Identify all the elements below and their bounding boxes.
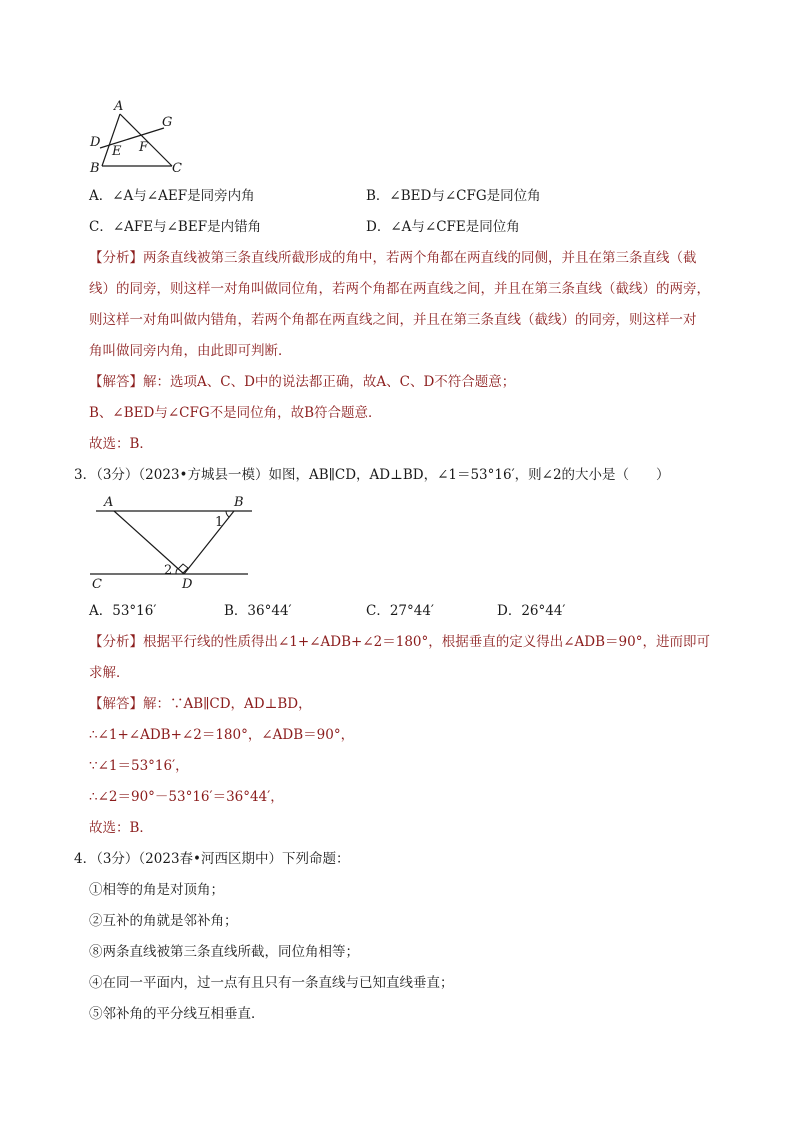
angle-1-arc xyxy=(226,511,229,517)
q4-item: ⑧两条直线被第三条直线所截，同位角相等； xyxy=(89,944,359,960)
q2-analysis-line: 【分析】两条直线被第三条直线所截形成的角中，若两个角都在两直线的同侧，并且在第三条直线（截 xyxy=(89,250,697,266)
q3-option-a: A．53°16′ xyxy=(89,603,157,619)
q3-answer-line: 【解答】解：∵AB∥CD，AD⊥BD， xyxy=(89,696,312,712)
label-d: D xyxy=(90,135,101,150)
label-a: A xyxy=(114,99,124,114)
parallel-lines-figure xyxy=(86,492,258,592)
label-b: B xyxy=(90,161,100,176)
q3-answer-line: ∵∠1＝53°16′， xyxy=(89,758,189,774)
q4-item: ⑤邻补角的平分线互相垂直． xyxy=(89,1006,265,1022)
q2-answer-line: B、∠BED与∠CFG不是同位角，故B符合题意． xyxy=(89,405,382,421)
label-c: C xyxy=(172,161,182,176)
q3-analysis-line: 【分析】根据平行线的性质得出∠1+∠ADB+∠2＝180°，根据垂直的定义得出∠ADB＝90°，进而即可 xyxy=(89,634,710,650)
q3-option-c: C．27°44′ xyxy=(366,603,435,619)
label-f: F xyxy=(139,140,149,155)
q2-option-a: A．∠A与∠AEF是同旁内角 xyxy=(89,188,255,204)
q3-answer-line: 故选：B． xyxy=(89,820,153,836)
q2-option-d: D．∠A与∠CFE是同位角 xyxy=(366,219,520,235)
q3-analysis-line: 求解． xyxy=(89,665,130,681)
q3-answer-line: ∴∠1+∠ADB+∠2＝180°，∠ADB＝90°， xyxy=(89,727,355,743)
segment-ad xyxy=(114,511,184,574)
transversal-dg xyxy=(100,128,164,148)
angle-2-arc xyxy=(176,568,178,574)
triangle-figure xyxy=(84,98,194,176)
q4-item: ①相等的角是对顶角； xyxy=(89,882,224,898)
label-1: 1 xyxy=(215,515,224,530)
q2-answer-line: 故选：B． xyxy=(89,436,153,452)
label-2: 2 xyxy=(164,563,173,578)
q3-answer-line: ∴∠2＝90°－53°16′＝36°44′， xyxy=(89,789,284,805)
q3-option-b: B．36°44′ xyxy=(224,603,292,619)
label-b: B xyxy=(234,495,244,510)
q4-item: ④在同一平面内，过一点有且只有一条直线与已知直线垂直； xyxy=(89,975,454,991)
q3-option-d: D．26°44′ xyxy=(497,603,566,619)
q2-analysis-line: 角叫做同旁内角，由此即可判断． xyxy=(89,343,292,359)
label-g: G xyxy=(162,115,173,130)
q4-stem: 4．（3分）（2023春•河西区期中）下列命题： xyxy=(74,851,350,867)
q2-analysis-line: 则这样一对角叫做内错角，若两个角都在两直线之间，并且在第三条直线（截线）的同旁，则这样一对 xyxy=(89,312,697,328)
q2-option-c: C．∠AFE与∠BEF是内错角 xyxy=(89,219,262,235)
label-a: A xyxy=(104,495,114,510)
q2-option-b: B．∠BED与∠CFG是同位角 xyxy=(366,188,541,204)
q3-stem: 3．（3分）（2023•方城县一模）如图，AB∥CD，AD⊥BD，∠1＝53°16′，则∠2的大小是（ ） xyxy=(74,467,670,483)
label-c: C xyxy=(92,577,102,592)
q4-item: ②互补的角就是邻补角； xyxy=(89,913,238,929)
label-d: D xyxy=(182,577,193,592)
q2-answer-line: 【解答】解：选项A、C、D中的说法都正确，故A、C、D不符合题意； xyxy=(89,374,516,390)
q2-analysis-line: 线）的同旁，则这样一对角叫做同位角，若两个角都在两直线之间，并且在第三条直线（截线）的两旁， xyxy=(89,281,710,297)
segment-bd xyxy=(184,511,234,574)
label-e: E xyxy=(112,144,122,159)
